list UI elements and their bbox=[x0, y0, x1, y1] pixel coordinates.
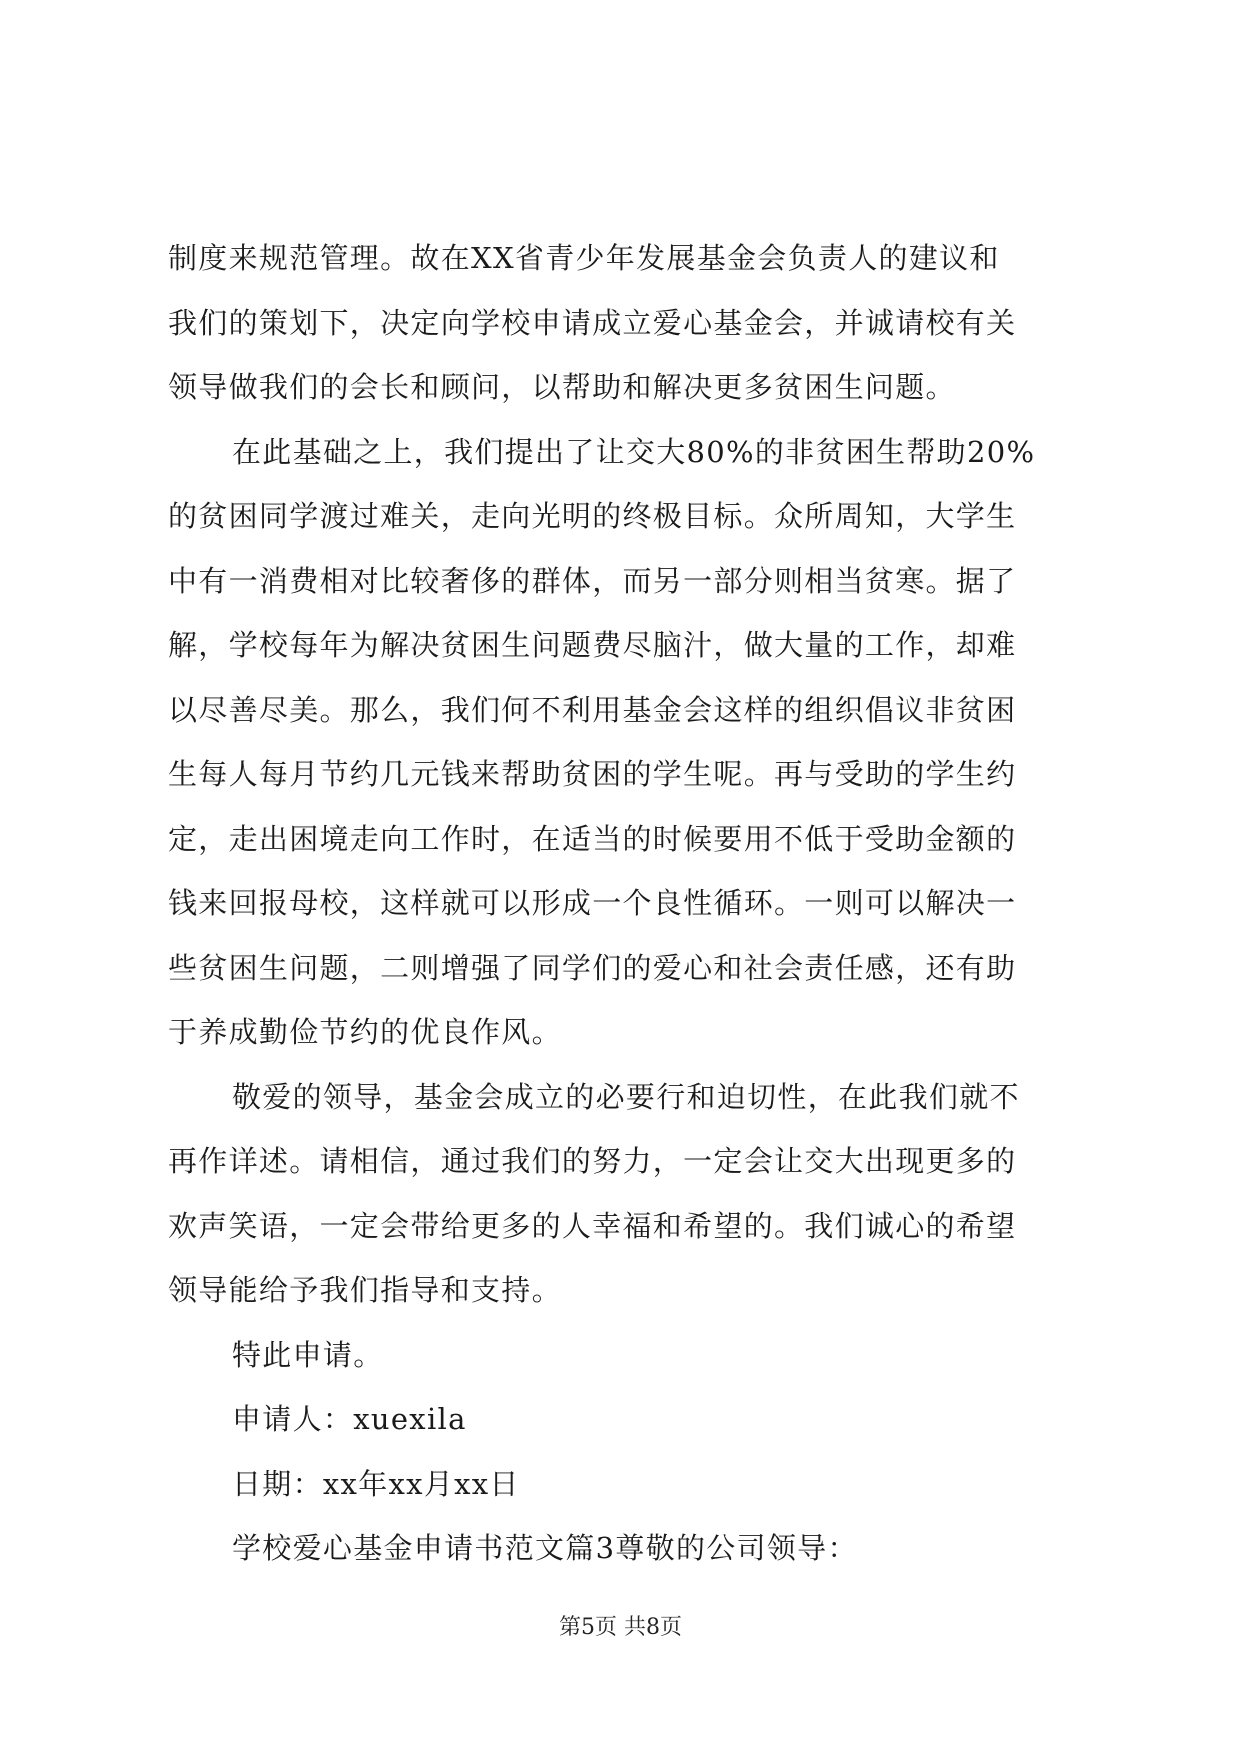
paragraph-start-line: 敬爱的领导，基金会成立的必要行和迫切性，在此我们就不 bbox=[232, 1079, 1020, 1114]
text-line: 的贫困同学渡过难关，走向光明的终极目标。众所周知，大学生 bbox=[168, 499, 1017, 533]
text-line: 于养成勤俭节约的优良作风。 bbox=[168, 1015, 562, 1049]
text-line: 我们的策划下，决定向学校申请成立爱心基金会，并诚请校有关 bbox=[168, 305, 1017, 340]
date-line: 日期：xx年xx月xx日 bbox=[232, 1466, 520, 1501]
text-line: 再作详述。请相信，通过我们的努力，一定会让交大出现更多的 bbox=[168, 1144, 1017, 1178]
text-line: 制度来规范管理。故在XX省青少年发展基金会负责人的建议和 bbox=[168, 241, 1000, 275]
text-line: 欢声笑语，一定会带给更多的人幸福和希望的。我们诚心的希望 bbox=[168, 1208, 1017, 1243]
text-line: 些贫困生问题，二则增强了同学们的爱心和社会责任感，还有助 bbox=[168, 950, 1017, 985]
paragraph-start-line: 在此基础之上，我们提出了让交大80%的非贫困生帮助20% bbox=[232, 434, 1036, 469]
text-line: 中有一消费相对比较奢侈的群体，而另一部分则相当贫寒。据了 bbox=[168, 563, 1017, 598]
text-line: 领导做我们的会长和顾问，以帮助和解决更多贫困生问题。 bbox=[168, 370, 956, 404]
text-line: 生每人每月节约几元钱来帮助贫困的学生呢。再与受助的学生约 bbox=[168, 757, 1017, 791]
text-line: 以尽善尽美。那么，我们何不利用基金会这样的组织倡议非贫困 bbox=[168, 692, 1017, 727]
text-line: 钱来回报母校，这样就可以形成一个良性循环。一则可以解决一 bbox=[168, 886, 1017, 920]
applicant-line: 申请人：xuexila bbox=[232, 1402, 467, 1436]
page-number-footer: 第5页 共8页 bbox=[559, 1615, 682, 1640]
closing-line: 特此申请。 bbox=[232, 1337, 384, 1372]
document-body bbox=[168, 226, 1088, 1581]
text-line: 领导能给予我们指导和支持。 bbox=[168, 1273, 562, 1307]
next-section-heading: 学校爱心基金申请书范文篇3尊敬的公司领导： bbox=[232, 1531, 858, 1565]
text-line: 定，走出困境走向工作时，在适当的时候要用不低于受助金额的 bbox=[168, 821, 1017, 856]
text-line: 解，学校每年为解决贫困生问题费尽脑汁，做大量的工作，却难 bbox=[168, 628, 1017, 662]
